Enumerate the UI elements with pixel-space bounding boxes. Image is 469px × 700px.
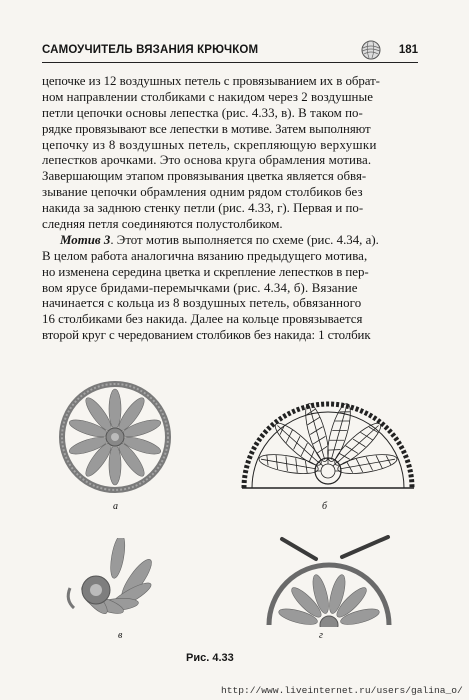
figure-c-photo — [60, 538, 182, 618]
text-line: но изменена середина цветка и скрепление лепестков в пер- — [42, 264, 369, 279]
text-line: лепестков арочками. Это основа круга обрамления мотива. — [42, 153, 372, 168]
motif-text: . Этот мотив выполняется по схеме (рис. 4.34, а). — [110, 232, 379, 247]
running-header — [42, 38, 418, 63]
text-line: 16 столбиками без накида. Далее на кольце провязывается — [42, 312, 363, 327]
text-line: цепочке из 12 воздушных петель с провязыванием их в обрат- — [42, 74, 380, 88]
text-line: петли цепочки основы лепестка (рис. 4.33, в). В таком по- — [42, 105, 363, 120]
caption-d: г — [319, 630, 323, 641]
caption-b: б — [322, 501, 328, 512]
page-number: 181 — [398, 44, 418, 56]
body-text — [42, 74, 418, 344]
figure-b-diagram — [238, 376, 418, 494]
text-line: второй круг с чередованием столбиков без накида: 1 столбик — [42, 328, 371, 343]
yarn-ball-icon — [360, 39, 382, 61]
text-line: ном направлении столбиками с накидом через 2 воздушные — [42, 89, 373, 104]
text-line: цепочку из 8 воздушных петель, скрепляющую верхушки — [42, 137, 377, 152]
watermark-url: http://www.liveinternet.ru/users/galina_o/ — [221, 685, 463, 696]
text-line: рядке провязывают все лепестки в мотиве. Затем выполняют — [42, 121, 371, 136]
text-line: накида за заднюю стенку петли (рис. 4.33, г). Первая и по- — [42, 201, 364, 216]
text-line: вом ярусе бридами-перемычками (рис. 4.34, б). Вязание — [42, 280, 358, 295]
text-line: следняя петля соединяются полустолбиком. — [42, 217, 283, 232]
motif-line — [42, 233, 418, 249]
header-title: САМОУЧИТЕЛЬ ВЯЗАНИЯ КРЮЧКОМ — [42, 44, 259, 56]
motif-heading: Мотив 3 — [60, 232, 111, 247]
caption-c: в — [118, 630, 123, 641]
figure-a-photo — [55, 380, 175, 495]
caption-a: а — [113, 501, 118, 512]
figure-d-photo — [264, 535, 394, 627]
text-line: В целом работа аналогична вязанию предыдущего мотива, — [42, 248, 368, 263]
text-line: Завершающим этапом провязывания цветка является обвя- — [42, 169, 367, 184]
text-line: зывание цепочки обрамления одним рядом столбиков без — [42, 185, 363, 200]
figure-title: Рис. 4.33 — [186, 652, 234, 664]
text-line: начинается с кольца из 8 воздушных петель, обвязанного — [42, 296, 362, 311]
